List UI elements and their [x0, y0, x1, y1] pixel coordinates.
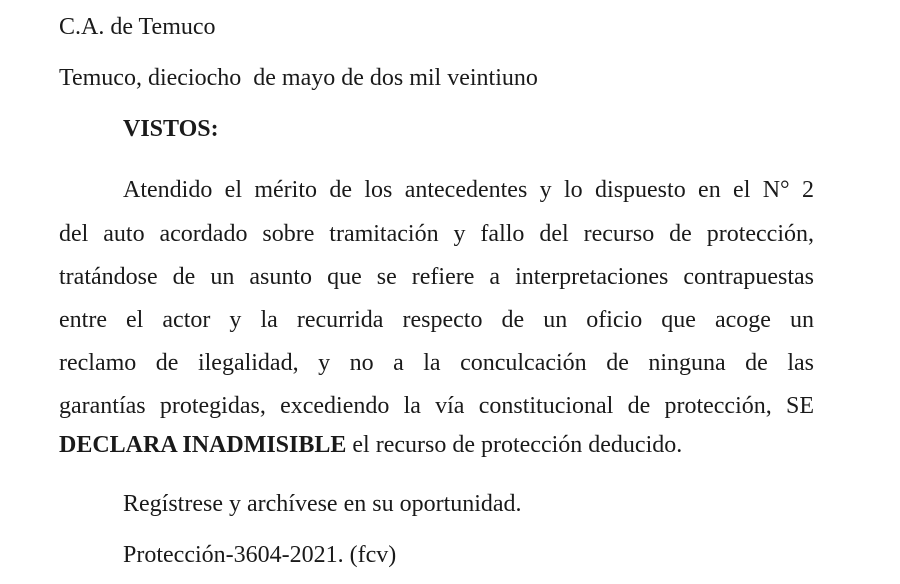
- paragraph-last-line: [59, 433, 814, 457]
- inadmissible-declaration: DECLARA INADMISIBLE: [59, 432, 347, 458]
- paragraph-line: tratándose de un asunto que se refiere a interpretaciones contrapuestas: [59, 264, 814, 290]
- paragraph-line: garantías protegidas, excediendo la vía constitucional de protección, SE: [59, 393, 814, 419]
- date-line: Temuco, dieciocho de mayo de dos mil veintiuno: [59, 65, 538, 91]
- paragraph-line: entre el actor y la recurrida respecto de un oficio que acoge un: [59, 307, 814, 333]
- paragraph-line: Atendido el mérito de los antecedentes y lo dispuesto en el N° 2: [123, 177, 814, 203]
- paragraph-line-rest: el recurso de protección deducido.: [346, 432, 683, 458]
- court-name: C.A. de Temuco: [59, 14, 216, 40]
- paragraph-line: del auto acordado sobre tramitación y fallo del recurso de protección,: [59, 221, 814, 247]
- register-instruction: Regístrese y archívese en su oportunidad.: [123, 491, 522, 517]
- vistos-heading: VISTOS:: [123, 116, 219, 142]
- paragraph-line: reclamo de ilegalidad, y no a la conculcación de ninguna de las: [59, 350, 814, 376]
- case-reference: Protección-3604-2021. (fcv): [123, 542, 397, 568]
